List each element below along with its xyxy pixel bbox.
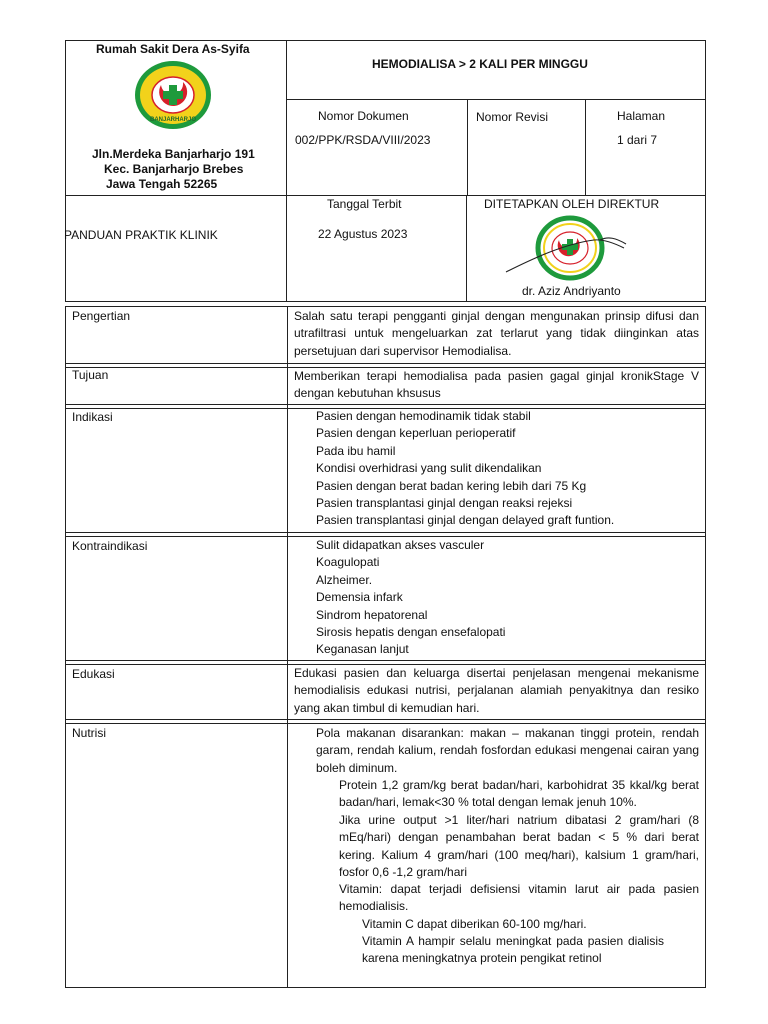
header-divider xyxy=(467,99,468,195)
list-item: Kondisi overhidrasi yang sulit dikendalikan xyxy=(316,461,542,476)
nutrisi-paragraph-3: Jika urine output >1 liter/hari natrium dibatasi 2 gram/hari (8 mEq/hari) dengan penambahan berat badan < 5 % dari berat kering. Kalium 4 gram/hari (100 meq/hari), kalsium 1 gram/hari, fosfor 0,6 -1,2 gram/hari xyxy=(339,813,699,880)
list-item: Sulit didapatkan akses vasculer xyxy=(316,538,485,552)
indikasi-list xyxy=(316,408,614,530)
nutrisi-paragraph-1: Pola makanan disarankan: makan – makanan tinggi protein, rendah garam, rendah kalium, rendah fosfordan edukasi mengenai cairan yang boleh diminum. xyxy=(316,726,699,775)
document-title: HEMODIALISA > 2 KALI PER MINGGU xyxy=(372,57,588,71)
list-item: Pasien transplantasi ginjal dengan reaksi rejeksi xyxy=(316,496,573,511)
row-separator xyxy=(65,660,706,661)
list-item: Pada ibu hamil xyxy=(316,443,396,458)
header-divider xyxy=(65,195,706,196)
halaman-value: 1 dari 7 xyxy=(617,133,658,147)
ditetapkan-label: DITETAPKAN OLEH DIREKTUR xyxy=(484,197,660,211)
nutrisi-label: Nutrisi xyxy=(72,726,107,740)
pengertian-label: Pengertian xyxy=(72,309,131,323)
nutrisi-paragraph-6: Vitamin A hampir selalu meningkat pada pasien dialisis karena meningkatnya protein pengikat retinol xyxy=(362,934,664,966)
list-item: Alzheimer. xyxy=(316,572,373,587)
list-item: Pasien dengan hemodinamik tidak stabil xyxy=(316,409,531,423)
halaman-label: Halaman xyxy=(617,109,666,123)
director-stamp-icon xyxy=(504,210,634,290)
edukasi-text: Edukasi pasien dan keluarga disertai penjelasan mengenai mekanisme hemodialisis edukasi nutrisi, perjalanan alamiah penyakitnya dan resiko yang akan timbul di kemudian hari. xyxy=(294,666,699,715)
list-item: Pasien dengan keperluan perioperatif xyxy=(316,426,516,441)
list-item: Sindrom hepatorenal xyxy=(316,607,428,622)
tanggal-terbit-value: 22 Agustus 2023 xyxy=(318,227,408,241)
nutrisi-paragraph-5: Vitamin C dapat diberikan 60-100 mg/hari. xyxy=(362,917,587,931)
director-name: dr. Aziz Andriyanto xyxy=(522,284,621,298)
tujuan-text: Memberikan terapi hemodialisa pada pasien gagal ginjal kronikStage V dengan kebutuhan khsusus xyxy=(294,369,699,401)
header-divider xyxy=(585,99,586,195)
edukasi-label: Edukasi xyxy=(72,667,115,681)
tanggal-terbit-label: Tanggal Terbit xyxy=(327,197,402,211)
list-item: Pasien transplantasi ginjal dengan delayed graft funtion. xyxy=(316,513,615,528)
nomor-revisi-label: Nomor Revisi xyxy=(476,110,549,124)
list-item: Sirosis hepatis dengan ensefalopati xyxy=(316,625,506,640)
nutrisi-paragraph-2: Protein 1,2 gram/kg berat badan/hari, karbohidrat 35 kkal/kg berat badan/hari, lemak<30 % total dengan lemak jenuh 10%. xyxy=(339,778,699,810)
address-line-1: Jln.Merdeka Banjarharjo 191 xyxy=(92,147,255,161)
nomor-dokumen-label: Nomor Dokumen xyxy=(318,109,409,123)
document-type: PANDUAN PRAKTIK KLINIK xyxy=(64,228,218,242)
logo-bottom-text: BANJARHARJO xyxy=(149,117,197,123)
row-separator xyxy=(65,404,706,405)
address-line-3: Jawa Tengah 52265 xyxy=(106,177,218,191)
row-separator xyxy=(65,363,706,364)
row-separator xyxy=(65,719,706,720)
header-divider xyxy=(466,195,467,302)
list-item: Koagulopati xyxy=(316,555,380,570)
hospital-name: Rumah Sakit Dera As-Syifa xyxy=(96,42,250,56)
kontraindikasi-list xyxy=(316,537,505,659)
list-item: Pasien dengan berat badan kering lebih dari 75 Kg xyxy=(316,478,587,493)
address-line-2: Kec. Banjarharjo Brebes xyxy=(104,162,244,176)
indikasi-label: Indikasi xyxy=(72,410,113,424)
list-item: Keganasan lanjut xyxy=(316,642,409,657)
kontraindikasi-label: Kontraindikasi xyxy=(72,539,148,553)
pengertian-text: Salah satu terapi pengganti ginjal dengan mengunakan prinsip difusi dan utrafiltrasi untuk mengeluarkan zat terlarut yang tidak diinginkan atas persetujuan dari supervisor Hemodialisa. xyxy=(294,309,699,358)
header-divider xyxy=(286,99,706,100)
list-item: Demensia infark xyxy=(316,590,403,605)
tujuan-label: Tujuan xyxy=(72,368,109,382)
nutrisi-paragraph-4: Vitamin: dapat terjadi defisiensi vitamin larut air pada pasien hemodialisis. xyxy=(339,882,699,914)
header-divider xyxy=(286,40,287,302)
row-separator xyxy=(65,723,706,724)
nomor-dokumen-value: 002/PPK/RSDA/VIII/2023 xyxy=(295,133,431,147)
hospital-logo-icon xyxy=(134,60,212,130)
row-separator xyxy=(65,532,706,533)
